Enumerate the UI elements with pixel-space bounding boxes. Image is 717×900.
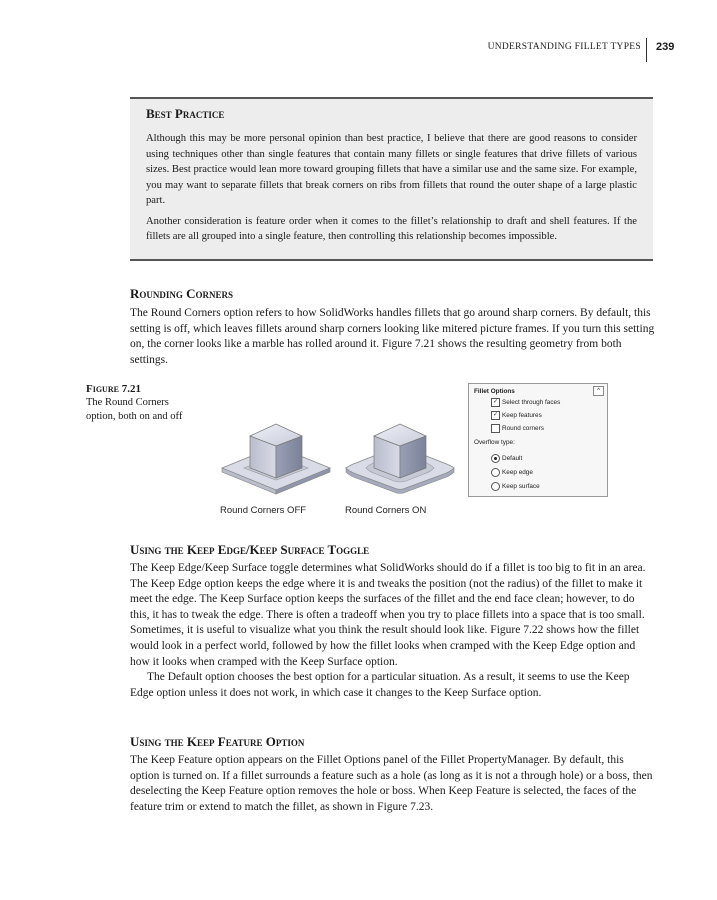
panel-title: Fillet Options — [474, 388, 515, 395]
radio-selected-dot — [494, 457, 497, 460]
section-body-keep-feature — [130, 753, 655, 815]
round-corners-checkbox[interactable] — [491, 424, 500, 433]
figure-number: Figure 7.21 — [86, 383, 141, 395]
paragraph: The Default option chooses the best option for a particular situation. As a result, it seems to use the Keep Edge option unless it does not work, in which case it changes to the Keep Surface option. — [130, 671, 630, 699]
figure-label-off: Round Corners OFF — [220, 505, 307, 516]
section-heading-rounding-corners: Rounding Corners — [130, 286, 234, 301]
paragraph: The Round Corners option refers to how SolidWorks handles fillets that go around sharp corners. By default, this setting is off, which leaves fillets around sharp corners looking like mitered picture frames. If you turn this setting on, the corner looks like a marble has rolled around it. Figure 7.21 shows the resulting geometry from both settings. — [130, 307, 655, 366]
overflow-option-label: Keep edge — [502, 469, 533, 476]
round-corners-illustration — [218, 410, 458, 500]
header-divider — [646, 38, 647, 62]
overflow-option-keep-edge[interactable] — [491, 468, 533, 477]
keep-features-checkbox[interactable]: ✓ — [492, 412, 499, 418]
overflow-option-label: Keep surface — [502, 483, 540, 490]
paragraph: The Keep Feature option appears on the Fillet Options panel of the Fillet PropertyManager. By default, this option is turned on. If a fillet surrounds a feature such as a hole (as long as it is not a through hole) or a boss, then deselecting the Keep Feature option removes the hole or boss. When Keep Feature is selected, the faces of the feature trim or extend to match the fillet, as shown in Figure 7.23. — [130, 754, 653, 813]
best-practice-title: Best Practice — [146, 106, 225, 121]
best-practice-paragraph: Another consideration is feature order when it comes to the fillet’s relationship to draft and shell features. If the fillets are all grouped into a single feature, then controlling this relationship becomes impossible. — [146, 215, 637, 242]
model-round-corners-off — [222, 424, 330, 494]
model-round-corners-on — [346, 424, 454, 494]
section-heading-keep-edge: Using the Keep Edge/Keep Surface Toggle — [130, 542, 370, 557]
figure-label-on: Round Corners ON — [345, 505, 427, 516]
overflow-option-default[interactable] — [491, 454, 522, 463]
select-through-faces-label: Select through faces — [502, 399, 561, 406]
select-through-faces-option[interactable] — [491, 398, 560, 407]
round-corners-label: Round corners — [502, 425, 544, 432]
page-number: 239 — [656, 41, 675, 53]
radio-keep-surface[interactable] — [491, 482, 500, 491]
figure-caption-text: The Round Corners option, both on and off — [86, 397, 183, 422]
radio-keep-edge[interactable] — [491, 468, 500, 477]
paragraph: The Keep Edge/Keep Surface toggle determines what SolidWorks should do if a fillet is too big to fit in an area. The Keep Edge option keeps the edge where it is and tweaks the position (not the radius) of the fillet to make it meet the edge. The Keep Surface option keeps the surfaces of the fillet and the end face clean; however, to do this, it has to tweak the edge. There is often a tradeoff when you try to place fillets into a space that is too small. Sometimes, it is useful to visualize what you think the result should look like. Figure 7.22 shows how the fillet would look in a perfect world, followed by how the fillet looks when cramped with the Keep Edge option and how it looks when cramped with the Keep Surface option. — [130, 562, 646, 668]
best-practice-box — [130, 97, 653, 261]
collapse-icon[interactable]: ^ — [593, 386, 604, 396]
section-body-rounding-corners — [130, 306, 655, 368]
keep-features-label: Keep features — [502, 412, 542, 419]
section-body-keep-edge — [130, 561, 655, 701]
best-practice-paragraph: Although this may be more personal opinion than best practice, I believe that there are good reasons to consider using techniques other than single features that contain many fillets or single features that drive fillets of various sizes. Best practice would lean more toward grouping fillets that have a similar use and the same size. For example, you may want to separate fillets that break corners on ribs from fillets that round the outer shape of a large plastic part. — [146, 133, 637, 206]
running-header — [0, 38, 717, 60]
radio-default[interactable] — [491, 454, 500, 463]
overflow-type-label: Overflow type: — [474, 439, 515, 446]
fillet-options-panel — [468, 383, 608, 497]
section-heading-keep-feature: Using the Keep Feature Option — [130, 734, 305, 749]
running-title: UNDERSTANDING FILLET TYPES — [487, 42, 641, 52]
overflow-option-keep-surface[interactable] — [491, 482, 540, 491]
keep-features-option[interactable] — [491, 411, 542, 420]
figure-caption — [86, 382, 196, 424]
round-corners-option[interactable] — [491, 424, 544, 433]
select-through-faces-checkbox[interactable]: ✓ — [492, 399, 499, 405]
overflow-option-label: Default — [502, 455, 523, 462]
